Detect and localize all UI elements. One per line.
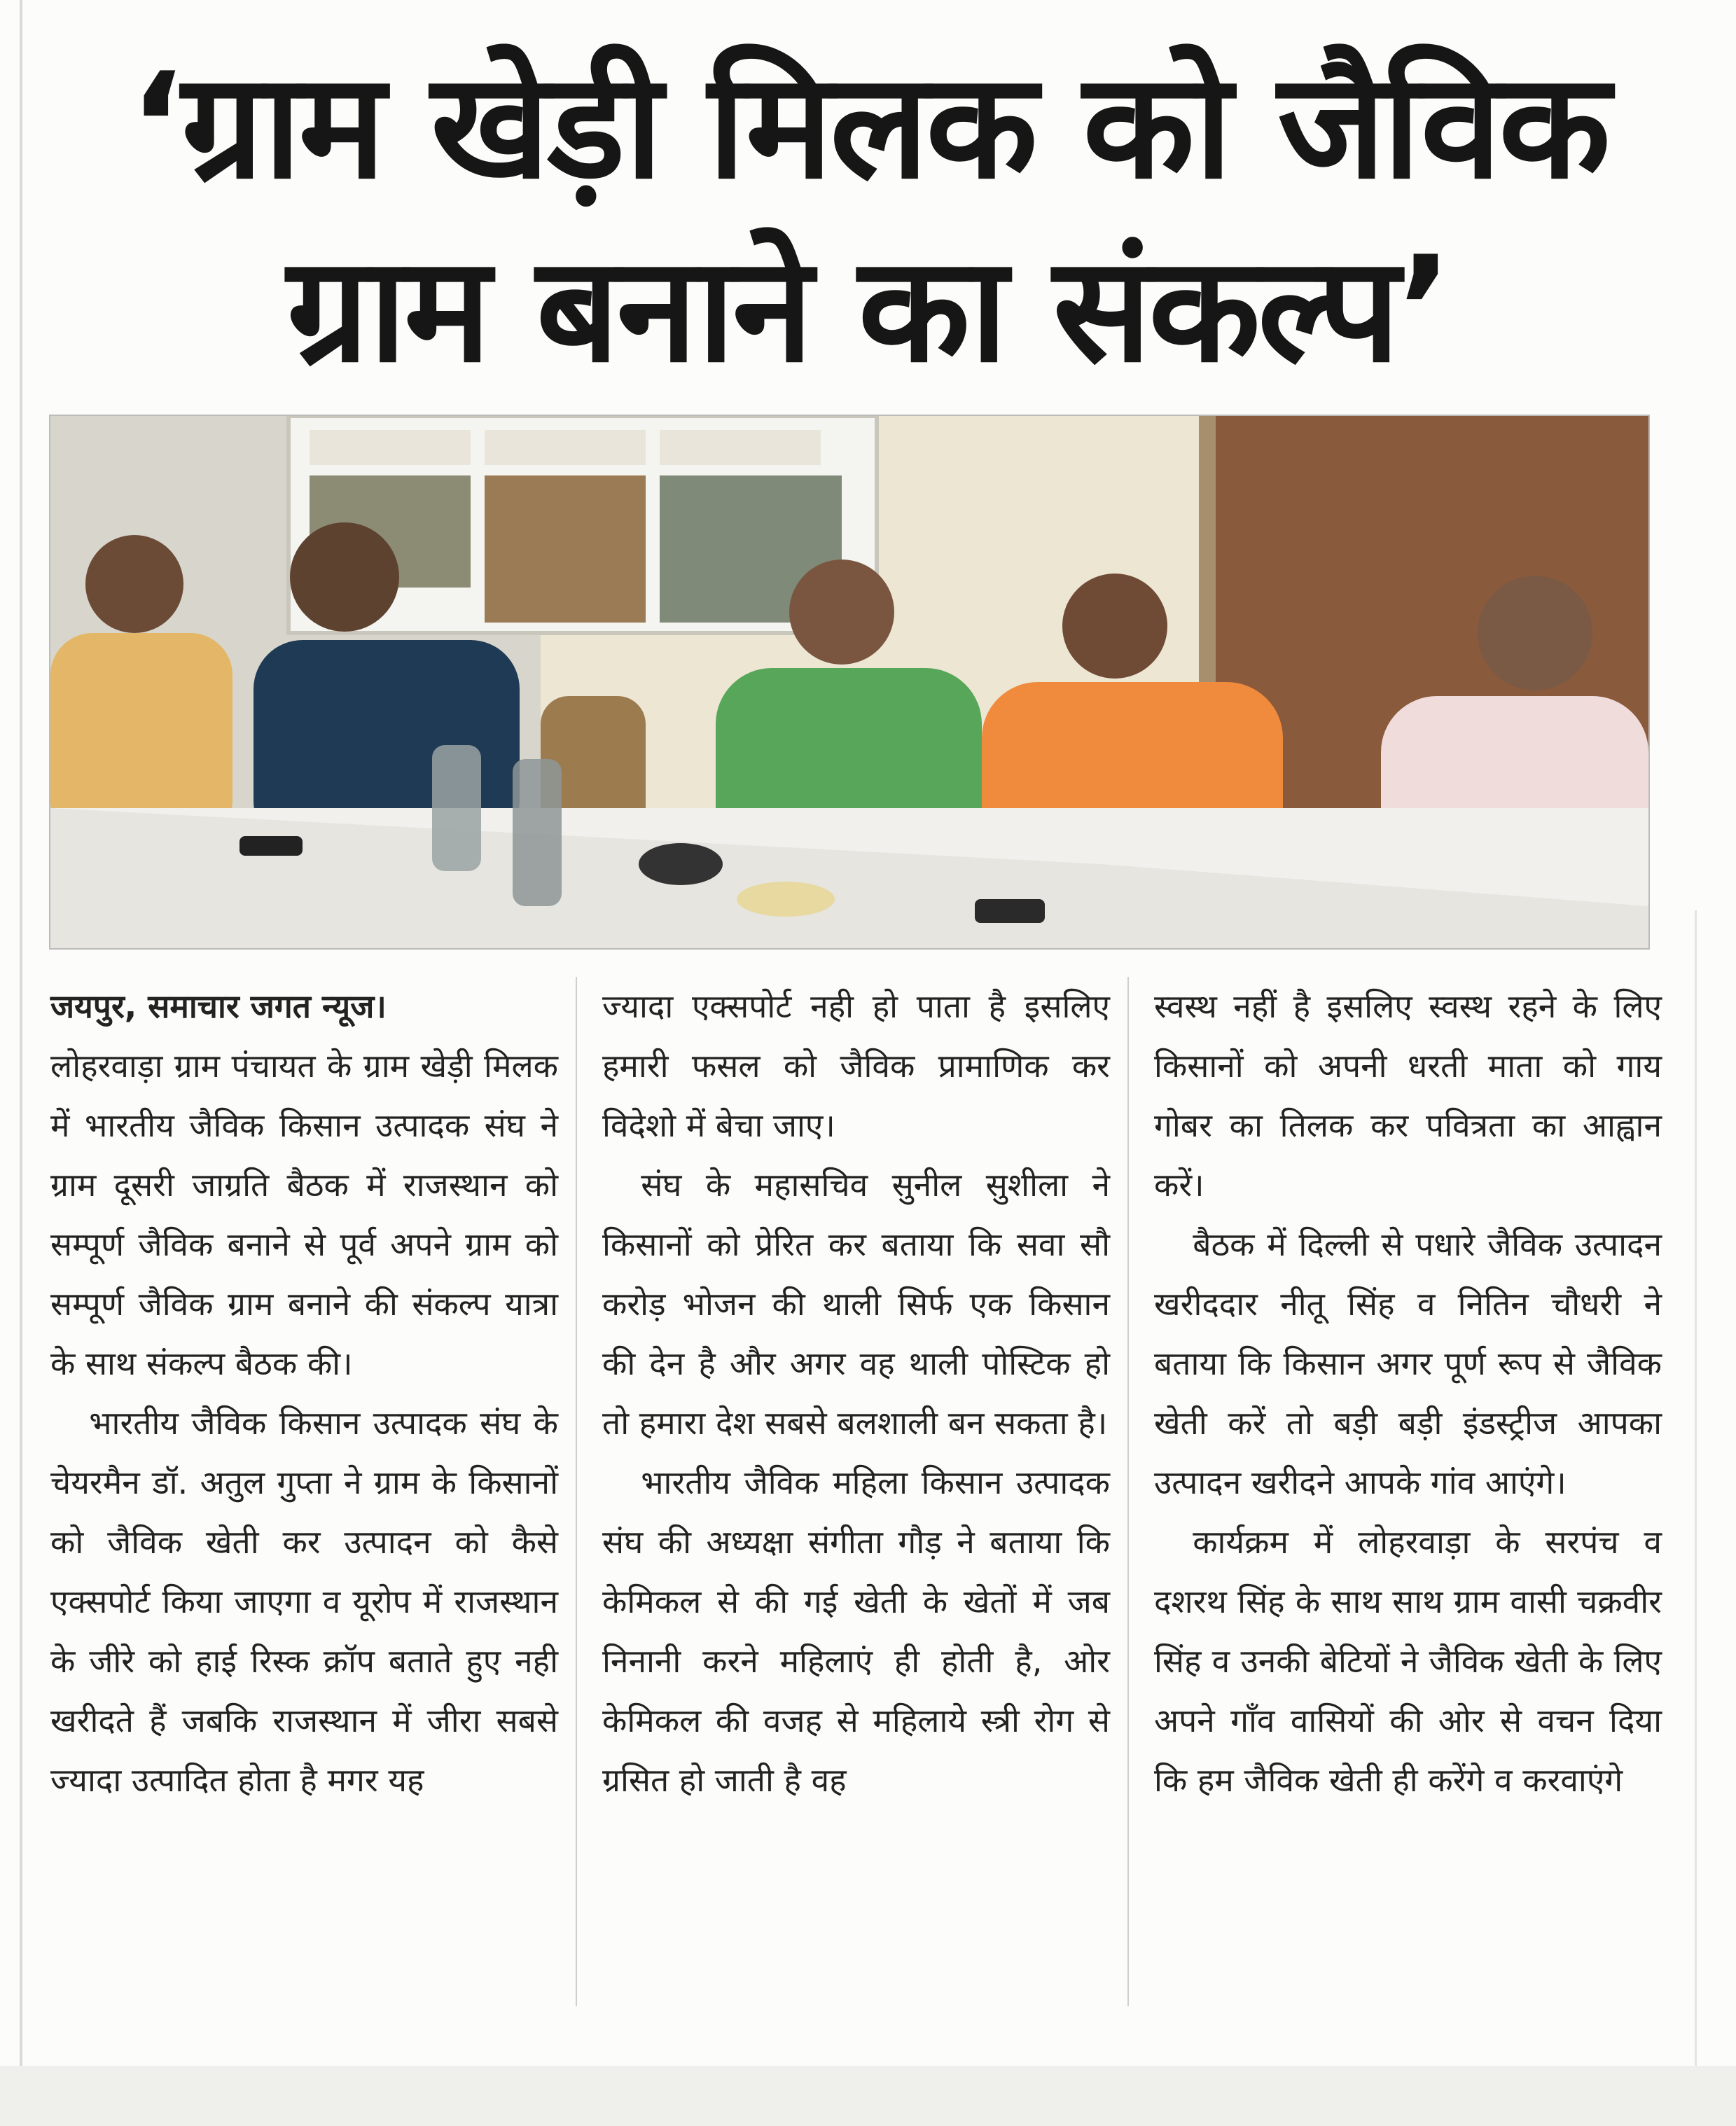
page-bottom-margin [0,2066,1736,2126]
article-paragraph: भारतीय जैविक महिला किसान उत्पादक संघ की अध्यक्षा संगीता गौड़ ने बताया कि केमिकल से की गई खेती के खेतों में जब निनानी करने महिलाएं ही होती है, ओर केमिकल की वजह से महिलाये स्त्री रोग से ग्रसित हो जाती है वह [602,1464,1110,1799]
paragraph-text: लोहरवाड़ा ग्राम पंचायत के ग्राम खेड़ी मिलक में भारतीय जैविक किसान उत्पादक संघ ने ग्राम दूसरी जाग्रति बैठक में राजस्थान को सम्पूर्ण जैविक बनाने से पूर्व अपने ग्राम को सम्पूर्ण जैविक ग्राम बनाने की संकल्प यात्रा के साथ संकल्प बैठक की। [50,1047,558,1382]
headline-line-2: ग्राम बनाने का संकल्प’ [286,225,1450,395]
article-paragraph: ज्यादा एक्सपोर्ट नही हो पाता है इसलिए हमारी फसल को जैविक प्रामाणिक कर विदेशो में बेचा जाए। [602,987,1110,1144]
page-edge-rule [1695,910,1697,2066]
article-column-2 [602,977,1110,1810]
article-paragraph: बैठक में दिल्ली से पधारे जैविक उत्पादन खरीददार नीतू सिंह व नितिन चौधरी ने बताया कि किसान अगर पूर्ण रूप से जैविक खेती करें तो बड़ी बड़ी इंडस्ट्रीज आपका उत्पादन खरीदने आपके गांव आएंगे। [1154,1225,1662,1501]
article-paragraph: कार्यक्रम में लोहरवाड़ा के सरपंच व दशरथ सिंह के साथ साथ ग्राम वासी चक्रवीर सिंह व उनकी बेटियों ने जैविक खेती के लिए अपने गाँव वासियों की ओर से वचन दिया कि हम जैविक खेती ही करेंगे व करवाएंगे [1154,1523,1662,1799]
article-paragraph: भारतीय जैविक किसान उत्पादक संघ के चेयरमैन डॉ. अतुल गुप्ता ने ग्राम के किसानों को जैविक खेती कर उत्पादन को कैसे एक्सपोर्ट किया जाएगा व यूरोप में राजस्थान के जीरे को हाई रिस्क क्रॉप बताते हुए नही खरीदते हैं जबकि राजस्थान में जीरा सबसे ज्यादा उत्पादित होता है मगर यह [50,1404,558,1799]
article-column-1 [50,977,558,1810]
article-column-3 [1154,977,1662,1810]
headline-line-1: ‘ग्राम खेड़ी मिलक को जैविक [129,42,1608,211]
article-paragraph [50,977,558,1394]
page-edge-rule [20,0,22,2126]
news-photo [49,415,1650,950]
article-paragraph: स्वस्थ नहीं है इसलिए स्वस्थ रहने के लिए किसानों को अपनी धरती माता को गाय गोबर का तिलक कर पवित्रता का आह्वान करें। [1154,987,1662,1204]
column-divider [576,977,577,2006]
article-paragraph: संघ के महासचिव सुनील सुशीला ने किसानों को प्रेरित कर बताया कि सवा सौ करोड़ भोजन की थाली सिर्फ एक किसान की देन है और अगर वह थाली पोस्टिक हो तो हमारा देश सबसे बलशाली बन सकता है। [602,1166,1110,1442]
dateline: जयपुर, समाचार जगत न्यूज। [50,987,387,1025]
headline [42,35,1695,402]
column-divider [1127,977,1129,2006]
